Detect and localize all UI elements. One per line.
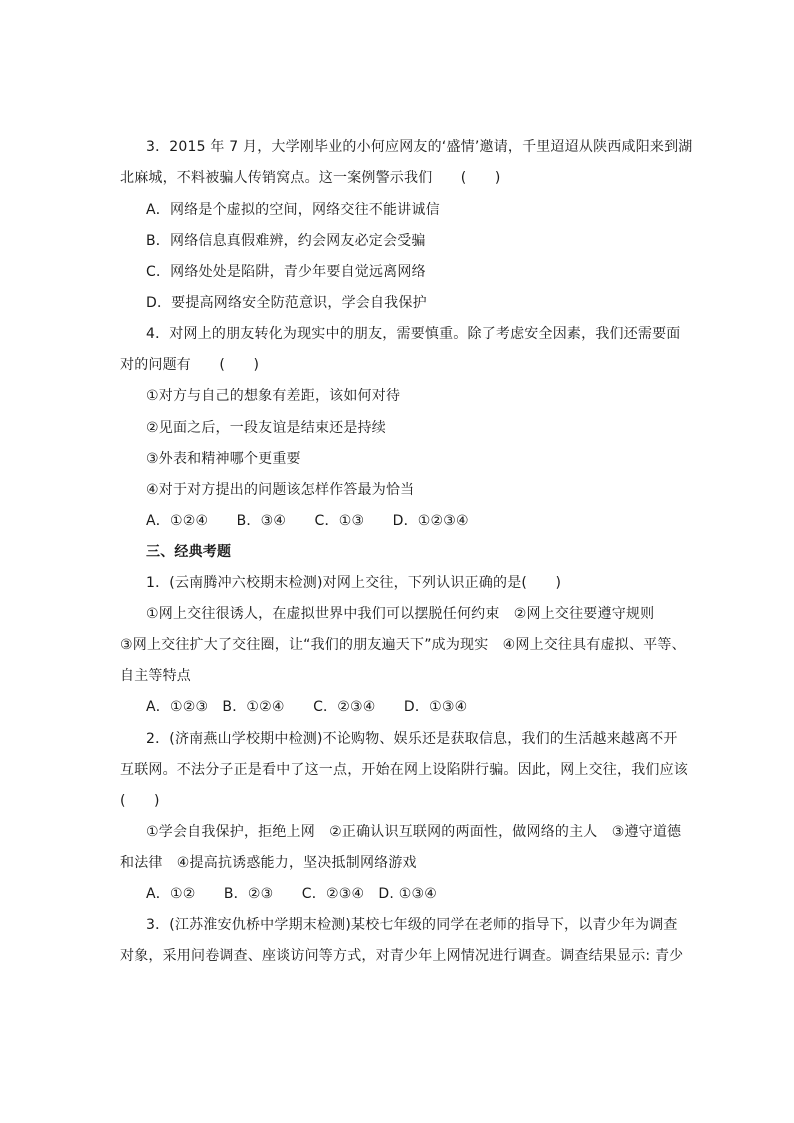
c2-options: A．①② B．②③ C．②③④ D. ①③④: [146, 886, 437, 902]
section-heading: 三、经典考题: [146, 544, 232, 560]
q3-option-b: B．网络信息真假难辨，约会网友必定会受骗: [146, 233, 426, 249]
q4-item-3: ③外表和精神哪个更重要: [146, 451, 301, 467]
q4-item-2: ②见面之后，一段友谊是结束还是持续: [146, 420, 386, 436]
c1-stem: 1．(云南腾冲六校期末检测)对网上交往，下列认识正确的是( ): [146, 575, 562, 591]
q3-stem-line2: 北麻城，不料被骗人传销窝点。这一案例警示我们 ( ): [120, 170, 501, 186]
q4-item-1: ①对方与自己的想象有差距，该如何对待: [146, 388, 401, 404]
q4-item-4: ④对于对方提出的问题该怎样作答最为恰当: [146, 482, 415, 498]
q3-option-d: D．要提高网络安全防范意识，学会自我保护: [146, 295, 427, 311]
c2-line5: 和法律 ④提高抗诱惑能力，坚决抵制网络游戏: [120, 855, 417, 871]
q4-stem-line1: 4．对网上的朋友转化为现实中的朋友，需要慎重。除了考虑安全因素，我们还需要面: [146, 326, 681, 342]
c3-stem-line1: 3．(江苏淮安仇桥中学期末检测)某校七年级的同学在老师的指导下，以青少年为调查: [146, 917, 678, 933]
c2-stem-line3: ( ): [120, 793, 160, 809]
c3-stem-line2: 对象，采用问卷调查、座谈访问等方式，对青少年上网情况进行调查。调查结果显示: 青少: [120, 948, 684, 964]
q3-option-c: C．网络处处是陷阱，青少年要自觉远离网络: [146, 264, 426, 280]
c1-line2: ①网上交往很诱人，在虚拟世界中我们可以摆脱任何约束 ②网上交往要遵守规则: [146, 606, 655, 622]
q3-option-a: A．网络是个虚拟的空间，网络交往不能讲诚信: [146, 202, 440, 218]
q4-options: A．①②④ B．③④ C．①③ D．①②③④: [146, 513, 469, 529]
c2-stem-line1: 2．(济南燕山学校期中检测)不论购物、娱乐还是获取信息，我们的生活越来越离不开: [146, 731, 678, 747]
q4-stem-line2: 对的问题有 ( ): [120, 357, 260, 373]
q3-stem-line1: 3．2015 年 7 月，大学刚毕业的小何应网友的‘盛情’邀请，千里迢迢从陕西咸阳来到湖: [146, 139, 693, 155]
c1-line3: ③网上交往扩大了交往圈，让“我们的朋友遍天下”成为现实 ④网上交往具有虚拟、平等、: [120, 637, 686, 653]
c2-line4: ①学会自我保护，拒绝上网 ②正确认识互联网的两面性，做网络的主人 ③遵守道德: [146, 824, 682, 840]
c2-stem-line2: 互联网。不法分子正是看中了这一点，开始在网上设陷阱行骗。因此，网上交往，我们应该: [120, 762, 688, 778]
c1-options: A．①②③ B．①②④ C．②③④ D．①③④: [146, 699, 468, 715]
c1-line4: 自主等特点: [120, 668, 191, 684]
